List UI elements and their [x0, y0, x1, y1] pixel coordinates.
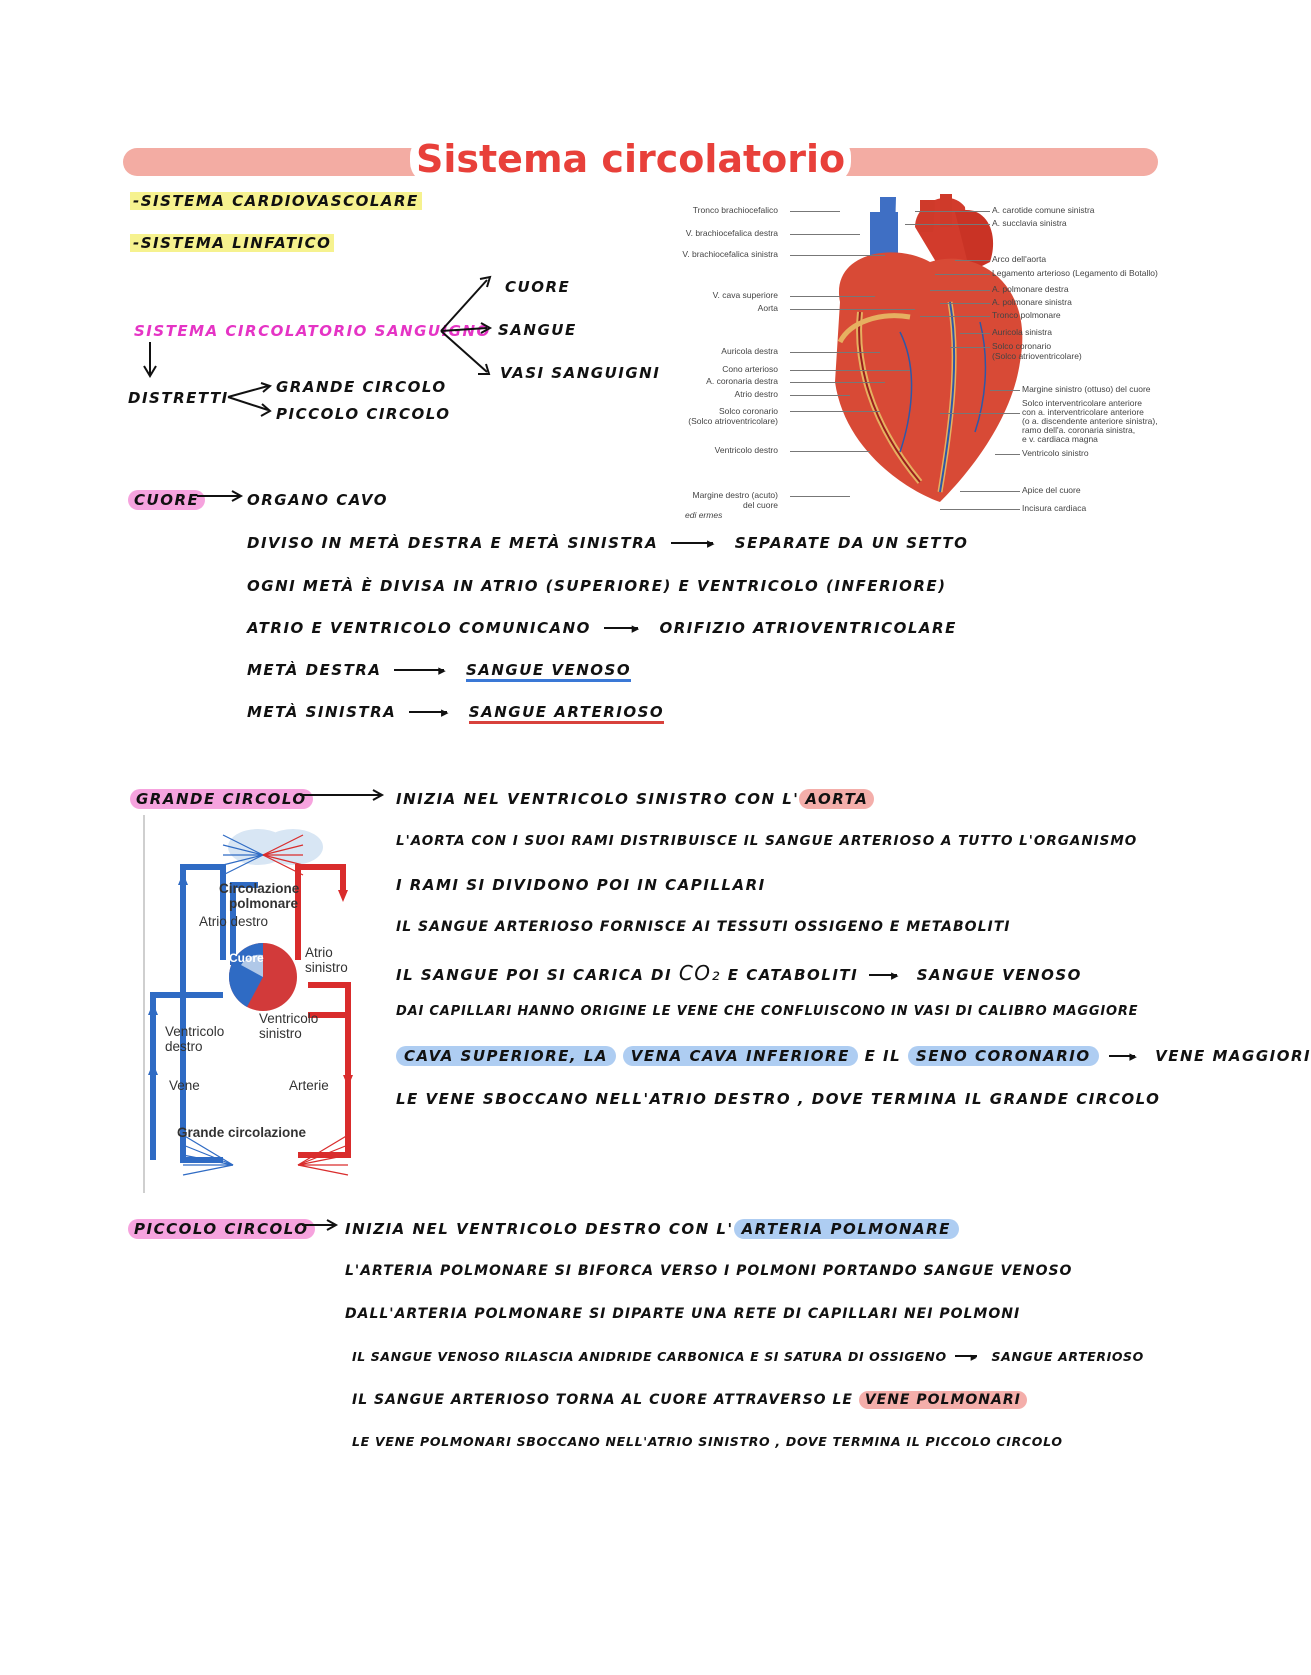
- lbl-left-9: Solco coronario: [718, 406, 778, 416]
- lbl-left-1: V. brachiocefalica destra: [685, 228, 778, 238]
- vene-label: Vene: [169, 1078, 200, 1093]
- lbl-right-10: Margine sinistro (ottuso) del cuore: [1022, 384, 1151, 394]
- grande-line-4: IL SANGUE ARTERIOSO FORNISCE AI TESSUTI OSSIGENO E METABOLITI: [396, 919, 1011, 935]
- arterie-label: Arterie: [289, 1078, 329, 1093]
- lbl-left-4: Aorta: [757, 303, 778, 313]
- piccolo-line-3: DALL'ARTERIA POLMONARE SI DIPARTE UNA RETE DI CAPILLARI NEI POLMONI: [345, 1306, 1021, 1322]
- lbl-right-17: Apice del cuore: [1022, 485, 1081, 495]
- branch-vasi: VASI SANGUIGNI: [500, 364, 661, 382]
- lbl-left-7: A. coronaria destra: [706, 376, 778, 386]
- lbl-left-2: V. brachiocefalica sinistra: [682, 249, 778, 259]
- heart-anatomy-figure: [682, 192, 1170, 520]
- grande-line-6: DAI CAPILLARI HANNO ORIGINE LE VENE CHE CONFLUISCONO IN VASI DI CALIBRO MAGGIORE: [396, 1004, 1139, 1019]
- lbl-left-0: Tronco brachiocefalico: [692, 205, 778, 215]
- lbl-left-6: Cono arterioso: [722, 364, 778, 374]
- cuore-def: ORGANO CAVO: [247, 491, 388, 509]
- lbl-right-16: Ventricolo sinistro: [1022, 448, 1089, 458]
- piccolo-label: PICCOLO CIRCOLO: [128, 1220, 315, 1238]
- grande-line-3: I RAMI SI DIVIDONO POI IN CAPILLARI: [396, 876, 766, 894]
- cuore-line-5: METÀ SINISTRA ▸ SANGUE ARTERIOSO: [247, 703, 664, 721]
- piccolo-line-2: L'ARTERIA POLMONARE SI BIFORCA VERSO I POLMONI PORTANDO SANGUE VENOSO: [345, 1263, 1073, 1279]
- arrow-icon: [300, 1217, 342, 1233]
- lbl-right-18: Incisura cardiaca: [1022, 503, 1087, 513]
- lbl-right-8: Solco coronario: [992, 341, 1052, 351]
- grande-line-8: LE VENE SBOCCANO NELL'ATRIO DESTRO , DOVE TERMINA IL GRANDE CIRCOLO: [396, 1090, 1161, 1108]
- lbl-right-2: Arco dell'aorta: [992, 254, 1047, 264]
- atrio-sx-label: Atrio: [305, 945, 333, 960]
- grande-circolazione-label: Grande circolazione: [177, 1125, 307, 1140]
- arrow-icon: [298, 787, 388, 803]
- sanguigno-label: SISTEMA CIRCOLATORIO SANGUIGNO: [134, 322, 491, 340]
- branch-arrow-grande: [228, 386, 268, 397]
- lbl-right-11: Solco interventricolare anteriore: [1022, 398, 1143, 408]
- lbl-right-5: A. polmonare sinistra: [992, 297, 1072, 307]
- page-title: Sistema circolatorio: [410, 134, 851, 184]
- distretti-label: DISTRETTI: [128, 389, 229, 407]
- grande-label: GRANDE CIRCOLO: [130, 790, 313, 808]
- grande-line-7: CAVA SUPERIORE, LA VENA CAVA INFERIORE E IL SENO CORONARIO ▸ VENE MAGGIORI: [396, 1047, 1311, 1065]
- lbl-right-6: Tronco polmonare: [992, 310, 1061, 320]
- branch-arrow-vasi: [441, 331, 487, 372]
- grande-line-5: IL SANGUE POI SI CARICA DI CO₂ E CATABOLITI ▸ SANGUE VENOSO: [396, 961, 1082, 985]
- lbl-left-8: Atrio destro: [734, 389, 778, 399]
- lbl-left-5: Auricola destra: [721, 346, 778, 356]
- vent-dx-label: Ventricolo: [165, 1024, 225, 1039]
- lbl-right-12: con a. interventricolare anteriore: [1022, 407, 1144, 417]
- lbl-left-3: V. cava superiore: [712, 290, 778, 300]
- lbl-right-0: A. carotide comune sinistra: [992, 205, 1095, 215]
- lbl-left-12: Margine destro (acuto): [692, 490, 778, 500]
- grande-line-2: L'AORTA CON I SUOI RAMI DISTRIBUISCE IL SANGUE ARTERIOSO A TUTTO L'ORGANISMO: [396, 833, 1138, 849]
- branch-arrow-sangue: [441, 328, 487, 331]
- grande-line-1: INIZIA NEL VENTRICOLO SINISTRO CON L' AORTA: [396, 790, 874, 808]
- circulation-diagram: [143, 815, 378, 1193]
- lbl-right-15: e v. cardiaca magna: [1022, 434, 1098, 444]
- lbl-right-14: ramo dell'a. coronaria sinistra,: [1022, 425, 1136, 435]
- cuore-line-2: OGNI METÀ È DIVISA IN ATRIO (SUPERIORE) E VENTRICOLO (INFERIORE): [247, 577, 947, 595]
- lbl-left-13: del cuore: [743, 500, 778, 510]
- cardio-line: -SISTEMA CARDIOVASCOLARE: [130, 192, 422, 210]
- piccolo-line-6: LE VENE POLMONARI SBOCCANO NELL'ATRIO SINISTRO , DOVE TERMINA IL PICCOLO CIRCOLO: [352, 1434, 1063, 1449]
- piccolo-circolo-item: PICCOLO CIRCOLO: [276, 405, 451, 423]
- piccolo-line-1: INIZIA NEL VENTRICOLO DESTRO CON L' ARTERIA POLMONARE: [345, 1220, 959, 1238]
- branch-arrow-piccolo: [228, 397, 268, 410]
- cuore-label-diagram: Cuore: [229, 951, 264, 965]
- vent-sx-label: Ventricolo: [259, 1011, 319, 1026]
- circ-polm-label-2: polmonare: [229, 896, 299, 911]
- piccolo-line-4: IL SANGUE VENOSO RILASCIA ANIDRIDE CARBONICA E SI SATURA DI OSSIGENO ▸ SANGUE ARTERIOSO: [352, 1349, 1144, 1364]
- lbl-left-14: edi ermes: [685, 510, 723, 520]
- circ-polm-label: Circolazione: [219, 881, 300, 896]
- arrow-icon: [195, 488, 245, 504]
- cuore-line-1: DIVISO IN METÀ DESTRA E METÀ SINISTRA ▸ SEPARATE DA UN SETTO: [247, 534, 969, 552]
- lbl-right-13: (o a. discendente anteriore sinistra),: [1022, 416, 1158, 426]
- vent-sx-label-2: sinistro: [259, 1026, 302, 1041]
- branch-cuore: CUORE: [505, 278, 571, 296]
- lbl-right-9: (Solco atrioventricolare): [992, 351, 1082, 361]
- linfatico-line: -SISTEMA LINFATICO: [130, 234, 334, 252]
- arrow-icon: [394, 669, 444, 671]
- lbl-right-4: A. polmonare destra: [992, 284, 1069, 294]
- lbl-right-3: Legamento arterioso (Legamento di Botallo): [992, 268, 1158, 278]
- piccolo-line-5: IL SANGUE ARTERIOSO TORNA AL CUORE ATTRAVERSO LE VENE POLMONARI: [352, 1392, 1027, 1408]
- branch-sangue: SANGUE: [498, 321, 577, 339]
- vent-dx-label-2: destro: [165, 1039, 203, 1054]
- cuore-line-3: ATRIO E VENTRICOLO COMUNICANO ▸ ORIFIZIO ATRIOVENTRICOLARE: [247, 619, 957, 637]
- atrio-dx-label: Atrio destro: [199, 914, 269, 929]
- lbl-left-10: (Solco atrioventricolare): [688, 416, 778, 426]
- branch-arrow-cuore: [441, 280, 487, 331]
- lbl-right-1: A. succlavia sinistra: [992, 218, 1067, 228]
- lbl-right-7: Auricola sinistra: [992, 327, 1052, 337]
- grande-circolo-item: GRANDE CIRCOLO: [276, 378, 447, 396]
- lbl-left-11: Ventricolo destro: [714, 445, 778, 455]
- cuore-line-4: METÀ DESTRA ▸ SANGUE VENOSO: [247, 661, 631, 679]
- atrio-sx-label-2: sinistro: [305, 960, 348, 975]
- cuore-label: CUORE: [128, 491, 205, 509]
